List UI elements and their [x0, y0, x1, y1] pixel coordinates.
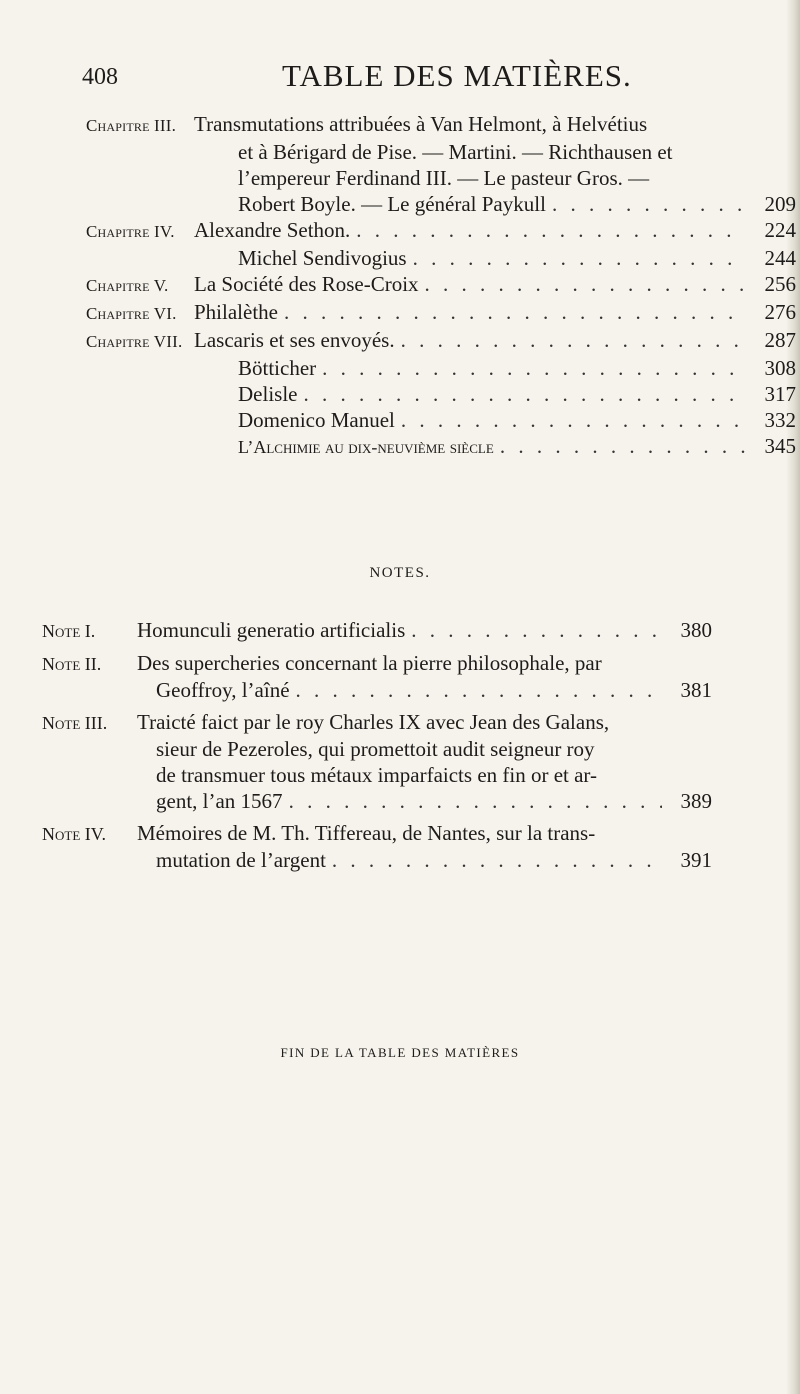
entry-title: Domenico Manuel — [238, 408, 395, 432]
entry-title: Alexandre Sethon. — [194, 218, 351, 242]
leader-dots — [401, 328, 746, 352]
chapter-label: Chapitre IV. — [86, 222, 175, 241]
note-title: Homunculi generatio artificialis — [137, 618, 406, 642]
entry-title: L’Alchimie au dix-neuvième siècle — [238, 437, 494, 457]
toc-entry-nineteenth-century — [86, 434, 796, 459]
note-title-line: Des supercheries concernant la pierre philosophale, par — [137, 651, 602, 675]
entry-title-line: et à Bérigard de Pise. — Martini. — Richthausen et — [238, 140, 673, 164]
toc-entry-chapter-5 — [86, 272, 796, 298]
note-title-line: Traicté faict par le roy Charles IX avec Jean des Galans, — [137, 710, 610, 734]
leader-dots — [413, 246, 746, 270]
page-ref: 380 — [680, 618, 712, 642]
note-title-line: de transmuer tous métaux imparfaicts en fin or et ar- — [156, 763, 597, 787]
leader-dots — [425, 272, 746, 296]
leader-dots — [332, 848, 662, 872]
end-of-table-footer: FIN DE LA TABLE DES MATIÈRES — [280, 1045, 520, 1060]
notes-heading: NOTES. — [369, 565, 431, 581]
note-title-line: sieur de Pezeroles, qui promettoit audit seigneur roy — [156, 737, 595, 761]
note-entry — [42, 710, 712, 813]
leader-dots — [284, 300, 746, 324]
leader-dots — [303, 382, 746, 406]
note-label: Note III. — [42, 713, 108, 733]
toc-entry-sendivogius — [86, 246, 796, 270]
chapter-label: Chapitre V. — [86, 276, 169, 295]
note-label: Note IV. — [42, 824, 106, 844]
entry-title-line: Transmutations attribuées à Van Helmont, à Helvétius — [194, 112, 648, 136]
note-label: Note II. — [42, 654, 102, 674]
toc-entry-chapter-7 — [86, 328, 796, 354]
page-ref: 256 — [764, 272, 796, 296]
table-of-contents — [86, 112, 796, 461]
leader-dots — [322, 356, 746, 380]
page-number: 408 — [82, 64, 118, 90]
note-entry — [42, 618, 712, 643]
toc-entry-chapter-6 — [86, 300, 796, 326]
entry-title-line: l’empereur Ferdinand III. — Le pasteur Gros. — — [238, 166, 650, 190]
toc-entry-chapter-3 — [86, 112, 796, 216]
page-ref: 287 — [764, 328, 796, 352]
entry-title-line: Robert Boyle. — Le général Paykull — [238, 192, 546, 216]
note-title-line: Geoffroy, l’aîné — [156, 678, 290, 702]
entry-title: La Société des Rose-Croix — [194, 272, 419, 296]
leader-dots — [500, 434, 746, 458]
page-ref: 345 — [764, 434, 796, 458]
entry-title: Philalèthe — [194, 300, 278, 324]
leader-dots — [296, 678, 662, 702]
page-ref: 389 — [680, 789, 712, 813]
page-ref: 224 — [764, 218, 796, 242]
note-title-line: gent, l’an 1567 — [156, 789, 283, 813]
page-ref: 308 — [764, 356, 796, 380]
toc-entry-chapter-4 — [86, 218, 796, 244]
page-ref: 391 — [680, 848, 712, 872]
toc-entry-manuel — [86, 408, 796, 432]
toc-entry-delisle — [86, 382, 796, 406]
note-entry — [42, 651, 712, 702]
page-ref: 276 — [764, 300, 796, 324]
page-header — [82, 58, 722, 102]
page-ref: 209 — [764, 192, 796, 216]
page-ref: 332 — [764, 408, 796, 432]
page-ref: 317 — [764, 382, 796, 406]
chapter-label: Chapitre VI. — [86, 304, 177, 323]
entry-title: Delisle — [238, 382, 298, 406]
note-entry — [42, 821, 712, 872]
notes-list — [42, 618, 712, 874]
leader-dots — [356, 218, 746, 242]
leader-dots — [552, 192, 746, 216]
chapter-label: Chapitre VII. — [86, 332, 183, 351]
leader-dots — [289, 789, 662, 813]
leader-dots — [401, 408, 746, 432]
toc-entry-botticher — [86, 356, 796, 380]
entry-title: Michel Sendivogius — [238, 246, 407, 270]
leader-dots — [411, 618, 662, 642]
entry-title: Bötticher — [238, 356, 317, 380]
running-title: TABLE DES MATIÈRES. — [282, 58, 632, 93]
page-ref: 244 — [764, 246, 796, 270]
page-ref: 381 — [680, 678, 712, 702]
entry-title: Lascaris et ses envoyés. — [194, 328, 395, 352]
note-title-line: Mémoires de M. Th. Tiffereau, de Nantes, sur la trans- — [137, 821, 596, 845]
note-label: Note I. — [42, 621, 96, 641]
note-title-line: mutation de l’argent — [156, 848, 326, 872]
chapter-label: Chapitre III. — [86, 116, 177, 135]
